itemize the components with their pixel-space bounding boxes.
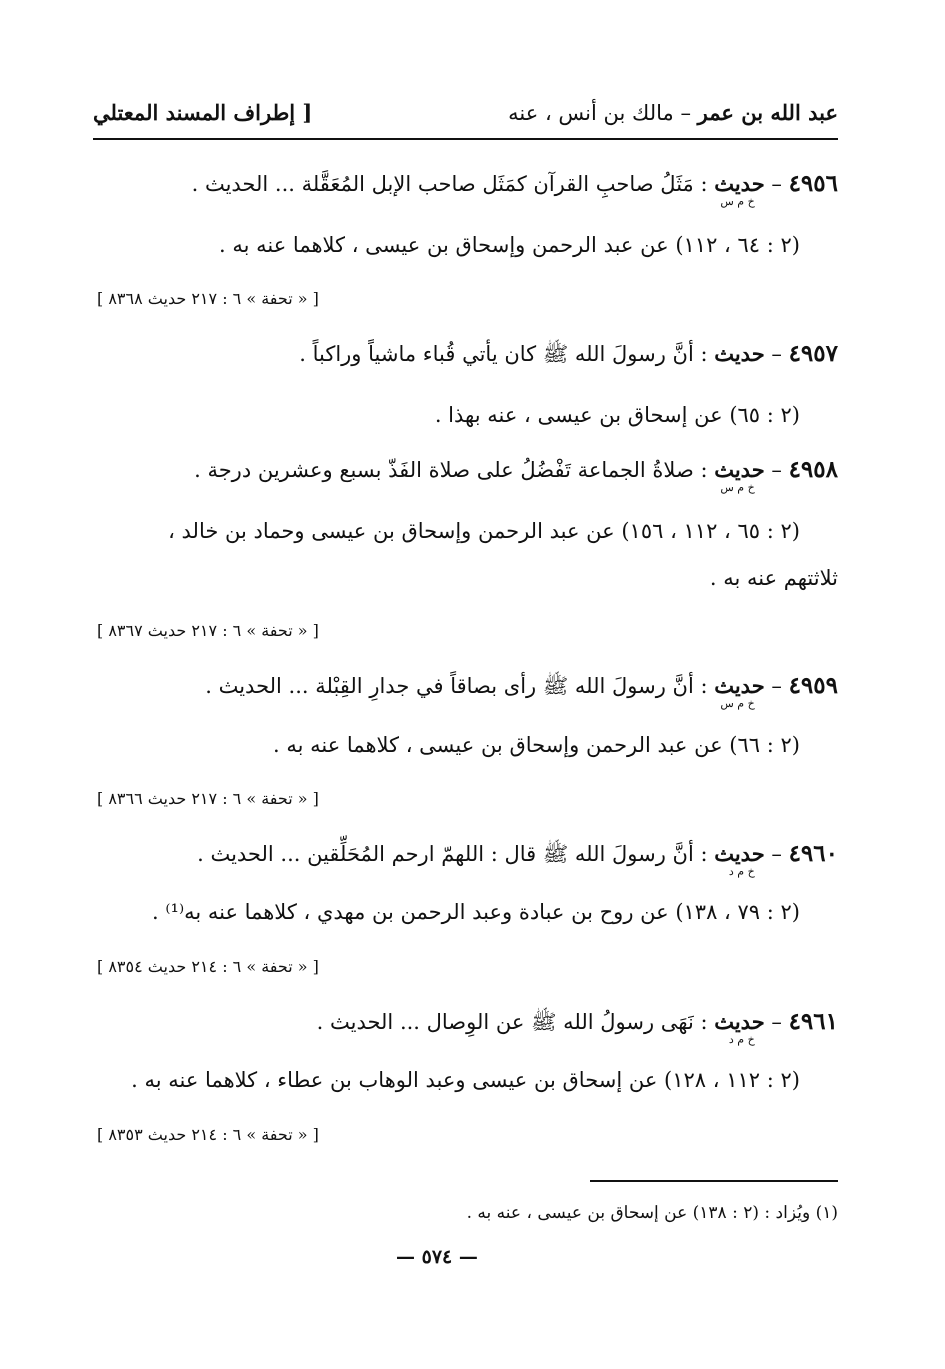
- hadith-keyword: حديث خ م د: [714, 1009, 765, 1046]
- source-sigla: خ م س: [720, 481, 755, 494]
- hadith-number: ٤٩٥٩: [788, 672, 838, 699]
- hadith-source: (٢ : ٦٤ ، ١١٢) عن عبد الرحمن وإسحاق بن عيسى ، كلاهما عنه به .: [218, 233, 800, 257]
- hadith-keyword: حديث خ م د: [714, 841, 765, 878]
- hadith-entry-4960: ٤٩٦٠ – حديث خ م د : أنَّ رسولَ الله ﷺ قال : اللهمّ ارحم المُحَلِّقين ... الحديث .: [197, 840, 838, 878]
- hadith-entry-4961: ٤٩٦١ – حديث خ م د : نَهَى رسولُ الله ﷺ عن الوِصال ... الحديث .: [316, 1008, 838, 1046]
- hadith-number: ٤٩٦٠: [788, 840, 838, 867]
- hadith-number: ٤٩٦١: [788, 1008, 838, 1035]
- tuhfa-reference: [ « تحفة » ٦ : ٢١٤ حديث ٨٣٥٤ ]: [97, 957, 319, 976]
- hadith-source: (٢ : ٦٥ ، ١١٢ ، ١٥٦) عن عبد الرحمن وإسحاق بن عيسى وحماد بن خالد ،: [168, 519, 800, 543]
- source-sigla: خ م س: [720, 697, 755, 710]
- page-number: — ٥٧٤ —: [396, 1246, 478, 1268]
- running-header-left: [ إطراف المسند المعتلي: [93, 100, 313, 125]
- hadith-text: : أنَّ رسولَ الله ﷺ رأى بصاقاً في جدارِ القِبْلة ... الحديث .: [205, 674, 715, 698]
- tuhfa-reference: [ « تحفة » ٦ : ٢١٧ حديث ٨٣٦٨ ]: [97, 289, 319, 308]
- hadith-number: ٤٩٥٨: [788, 456, 838, 483]
- hadith-keyword: حديث: [714, 341, 765, 366]
- footnote: (١) ويُزاد : (٢ : ١٣٨) عن إسحاق بن عيسى ، عنه به .: [466, 1203, 838, 1223]
- hadith-number: ٤٩٥٦: [788, 170, 838, 197]
- hadith-entry-4957: ٤٩٥٧ – حديث : أنَّ رسولَ الله ﷺ كان يأتي قُباء ماشياً وراكباً .: [299, 340, 838, 367]
- hadith-source: (٢ : ١١٢ ، ١٢٨) عن إسحاق بن عيسى وعبد الوهاب بن عطاء ، كلاهما عنه به .: [131, 1068, 800, 1092]
- hadith-text: : أنَّ رسولَ الله ﷺ كان يأتي قُباء ماشياً وراكباً .: [299, 342, 715, 366]
- hadith-keyword: حديث خ م س: [714, 171, 765, 208]
- header-rule: [93, 138, 838, 140]
- tuhfa-reference: [ « تحفة » ٦ : ٢١٤ حديث ٨٣٥٣ ]: [97, 1125, 319, 1144]
- source-sigla: خ م س: [720, 195, 755, 208]
- hadith-keyword: حديث خ م س: [714, 457, 765, 494]
- hadith-text: : أنَّ رسولَ الله ﷺ قال : اللهمّ ارحم المُحَلِّقين ... الحديث .: [197, 842, 715, 866]
- hadith-source-continued: ثلاثتهم عنه به .: [709, 566, 838, 590]
- source-sigla: خ م د: [728, 1033, 755, 1046]
- hadith-text: : مَثَلُ صاحبِ القرآن كمَثَل صاحب الإبل المُعَقَّلة ... الحديث .: [191, 172, 715, 196]
- hadith-keyword: حديث خ م س: [714, 673, 765, 710]
- hadith-number: ٤٩٥٧: [788, 340, 838, 367]
- running-header-right: [508, 100, 838, 125]
- hadith-source: (٢ : ٧٩ ، ١٣٨) عن روح بن عبادة وعبد الرحمن بن مهدي ، كلاهما عنه به⁽¹⁾ .: [152, 900, 800, 924]
- hadith-source: (٢ : ٦٥) عن إسحاق بن عيسى ، عنه بهذا .: [434, 403, 800, 427]
- hadith-source: (٢ : ٦٦) عن عبد الرحمن وإسحاق بن عيسى ، كلاهما عنه به .: [272, 733, 800, 757]
- tuhfa-reference: [ « تحفة » ٦ : ٢١٧ حديث ٨٣٦٦ ]: [97, 789, 319, 808]
- tuhfa-reference: [ « تحفة » ٦ : ٢١٧ حديث ٨٣٦٧ ]: [97, 621, 319, 640]
- header-companion-name: عبد الله بن عمر: [697, 100, 838, 125]
- hadith-text: : صلاةُ الجماعة تَفْضُلُ على صلاة الفَذّ بسبع وعشرين درجة .: [194, 458, 715, 482]
- hadith-entry-4959: ٤٩٥٩ – حديث خ م س : أنَّ رسولَ الله ﷺ رأى بصاقاً في جدارِ القِبْلة ... الحديث .: [205, 672, 838, 710]
- hadith-entry-4958: ٤٩٥٨ – حديث خ م س : صلاةُ الجماعة تَفْضُلُ على صلاة الفَذّ بسبع وعشرين درجة .: [194, 456, 838, 494]
- footnote-rule: [590, 1180, 838, 1182]
- hadith-entry-4956: ٤٩٥٦ – حديث خ م س : مَثَلُ صاحبِ القرآن كمَثَل صاحب الإبل المُعَقَّلة ... الحديث .: [191, 170, 838, 208]
- header-narrator-chain: – مالك بن أنس ، عنه: [508, 101, 698, 125]
- source-sigla: خ م د: [728, 865, 755, 878]
- hadith-text: : نَهَى رسولُ الله ﷺ عن الوِصال ... الحديث .: [316, 1010, 715, 1034]
